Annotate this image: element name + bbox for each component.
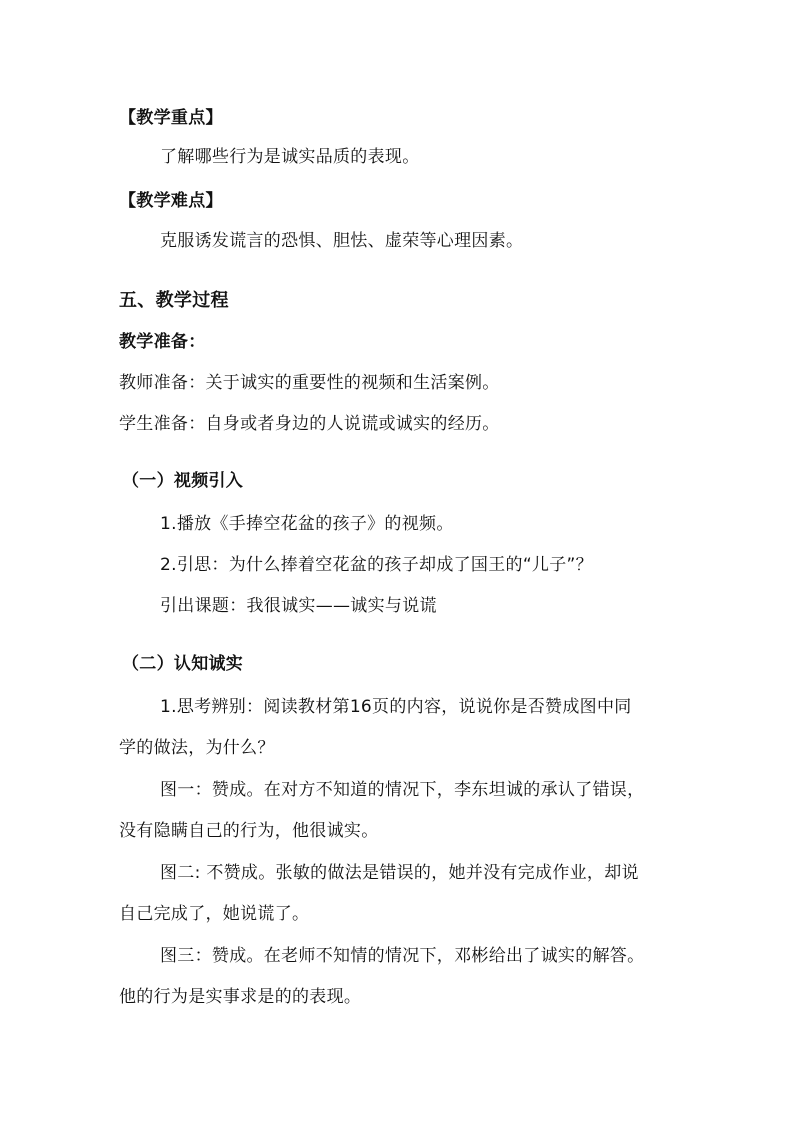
part2-item1-line1: 1.思考辨别：阅读教材第16页的内容，说说你是否赞成图中同 xyxy=(160,697,632,717)
key-point-heading: 【教学重点】 xyxy=(119,108,223,128)
fig1-line1: 图一：赞成。在对方不知道的情况下，李东坦诚的承认了错误， xyxy=(160,780,645,800)
fig3-line2: 他的行为是实事求是的的表现。 xyxy=(119,987,362,1007)
part2-item1-line2: 学的做法，为什么？ xyxy=(119,738,275,758)
part1-item2: 2.引思：为什么捧着空花盆的孩子却成了国王的“儿子”？ xyxy=(160,555,593,575)
fig3-line1: 图三：赞成。在老师不知情的情况下，邓彬给出了诚实的解答。 xyxy=(160,946,645,966)
fig2-line1: 图二: 不赞成。张敏的做法是错误的，她并没有完成作业，却说 xyxy=(160,863,639,883)
teacher-prep-text: 教师准备：关于诚实的重要性的视频和生活案例。 xyxy=(119,373,500,393)
part1-item3: 引出课题：我很诚实——诚实与说谎 xyxy=(160,596,437,616)
fig1-line2: 没有隐瞒自己的行为，他很诚实。 xyxy=(119,821,379,841)
prep-heading: 教学准备： xyxy=(119,332,206,352)
difficult-point-heading: 【教学难点】 xyxy=(119,191,223,211)
key-point-text: 了解哪些行为是诚实品质的表现。 xyxy=(160,147,420,167)
part2-heading: （二）认知诚实 xyxy=(122,654,244,674)
fig2-line2: 自己完成了，她说谎了。 xyxy=(119,904,310,924)
difficult-point-text: 克服诱发谎言的恐惧、胆怯、虚荣等心理因素。 xyxy=(160,231,524,251)
part1-heading: （一）视频引入 xyxy=(122,471,244,491)
student-prep-text: 学生准备：自身或者身边的人说谎或诚实的经历。 xyxy=(119,414,500,434)
process-heading: 五、教学过程 xyxy=(119,290,229,311)
part1-item1: 1.播放《手捧空花盆的孩子》的视频。 xyxy=(160,514,454,534)
